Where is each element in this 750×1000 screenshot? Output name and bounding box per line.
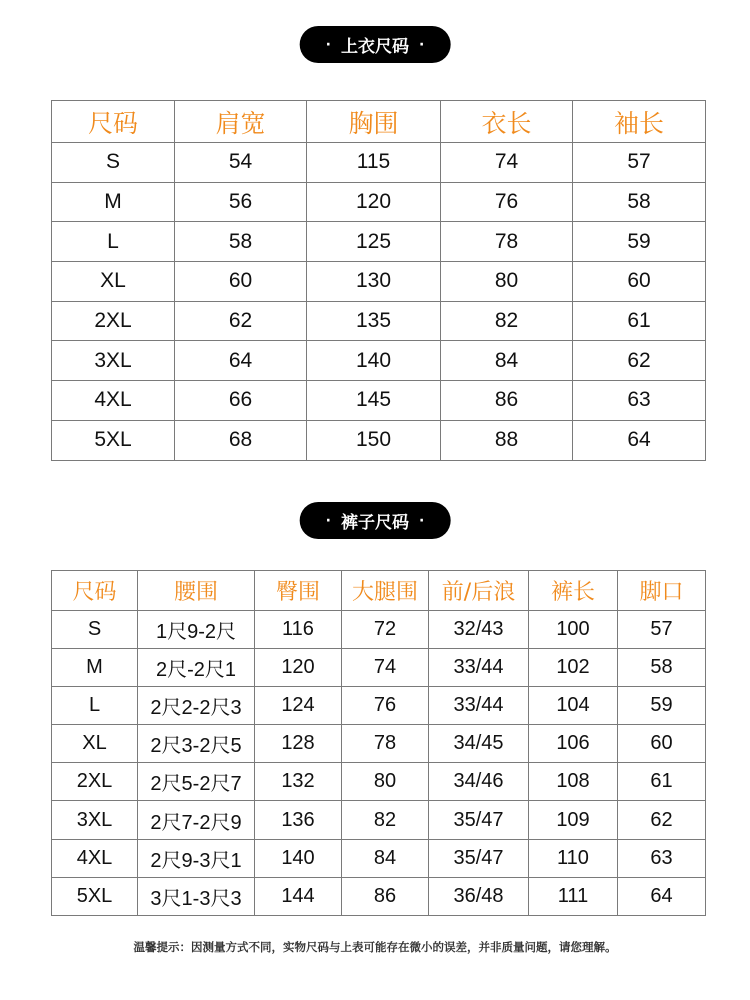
top-size-title-badge [300,26,451,63]
table-cell: 2XL [52,301,175,341]
table-cell: 66 [175,381,307,421]
table-cell: 140 [255,839,342,877]
table-cell: 32/43 [429,611,529,649]
table-row [52,143,706,183]
table-cell: 58 [573,182,706,222]
table-cell: 144 [255,877,342,915]
table-cell: 59 [573,222,706,262]
column-header: 衣长 [441,101,573,143]
table-cell: 145 [307,381,441,421]
column-header: 尺码 [52,571,138,611]
table-cell: 33/44 [429,649,529,687]
table-cell: 58 [175,222,307,262]
table-cell: 80 [441,262,573,302]
table-cell: 61 [618,763,706,801]
top-size-table [51,100,706,461]
table-cell: 58 [618,649,706,687]
pants-size-title-badge [300,502,451,539]
table-cell: 34/45 [429,725,529,763]
table-cell: 125 [307,222,441,262]
table-cell: 1尺9-2尺 [138,611,255,649]
table-cell: 72 [342,611,429,649]
table-cell: 60 [573,262,706,302]
column-header: 袖长 [573,101,706,143]
table-cell: 76 [441,182,573,222]
table-row [52,301,706,341]
table-cell: S [52,143,175,183]
table-cell: 76 [342,687,429,725]
table-cell: 108 [529,763,618,801]
table-cell: 64 [573,420,706,460]
table-cell: S [52,611,138,649]
table-cell: 104 [529,687,618,725]
table-row [52,222,706,262]
table-cell: L [52,687,138,725]
table-cell: 35/47 [429,839,529,877]
table-cell: 120 [255,649,342,687]
footer-note: 温馨提示：因测量方式不同，实物尺码与上表可能存在微小的误差，并非质量问题，请您理解。 [133,940,617,954]
table-cell: 54 [175,143,307,183]
table-cell: M [52,182,175,222]
table-row [52,839,706,877]
table-cell: 84 [342,839,429,877]
table-cell: 59 [618,687,706,725]
table-row [52,341,706,381]
table-cell: 84 [441,341,573,381]
table-cell: 68 [175,420,307,460]
table-cell: 120 [307,182,441,222]
table-cell: 57 [618,611,706,649]
table-cell: 80 [342,763,429,801]
column-header: 尺码 [52,101,175,143]
table-cell: 5XL [52,877,138,915]
table-cell: 82 [441,301,573,341]
table-cell: 61 [573,301,706,341]
table-cell: 135 [307,301,441,341]
bullet-dot: · [419,512,425,529]
column-header: 裤长 [529,571,618,611]
column-header: 大腿围 [342,571,429,611]
table-cell: 74 [342,649,429,687]
table-cell: 2XL [52,763,138,801]
table-cell: 62 [573,341,706,381]
bullet-dot: · [325,36,331,53]
top-size-title: 上衣尺码 [341,37,409,57]
pants-size-table [51,570,706,916]
table-cell: 150 [307,420,441,460]
table-cell: M [52,649,138,687]
table-cell: 60 [618,725,706,763]
table-cell: 78 [441,222,573,262]
column-header: 肩宽 [175,101,307,143]
table-cell: L [52,222,175,262]
table-cell: 100 [529,611,618,649]
table-cell: XL [52,725,138,763]
pants-size-title: 裤子尺码 [341,513,409,533]
table-row [52,381,706,421]
table-cell: XL [52,262,175,302]
table-cell: 2尺5-2尺7 [138,763,255,801]
table-cell: 2尺-2尺1 [138,649,255,687]
table-cell: 86 [441,381,573,421]
table-cell: 60 [175,262,307,302]
table-cell: 111 [529,877,618,915]
table-cell: 2尺9-3尺1 [138,839,255,877]
column-header: 胸围 [307,101,441,143]
table-cell: 136 [255,801,342,839]
table-cell: 2尺7-2尺9 [138,801,255,839]
table-cell: 110 [529,839,618,877]
table-cell: 109 [529,801,618,839]
table-cell: 3XL [52,801,138,839]
column-header: 脚口 [618,571,706,611]
table-cell: 3尺1-3尺3 [138,877,255,915]
table-row [52,763,706,801]
table-header-row [52,571,706,611]
table-row [52,725,706,763]
table-cell: 62 [175,301,307,341]
table-cell: 128 [255,725,342,763]
table-cell: 4XL [52,381,175,421]
column-header: 臀围 [255,571,342,611]
table-cell: 62 [618,801,706,839]
column-header: 腰围 [138,571,255,611]
bullet-dot: · [325,512,331,529]
table-cell: 63 [573,381,706,421]
table-cell: 88 [441,420,573,460]
table-row [52,182,706,222]
table-row [52,420,706,460]
table-cell: 130 [307,262,441,302]
table-cell: 3XL [52,341,175,381]
table-cell: 36/48 [429,877,529,915]
table-row [52,687,706,725]
table-header-row [52,101,706,143]
column-header: 前/后浪 [429,571,529,611]
table-cell: 115 [307,143,441,183]
table-row [52,611,706,649]
table-cell: 64 [175,341,307,381]
table-cell: 124 [255,687,342,725]
table-cell: 132 [255,763,342,801]
table-cell: 2尺2-2尺3 [138,687,255,725]
table-cell: 5XL [52,420,175,460]
table-cell: 34/46 [429,763,529,801]
table-cell: 57 [573,143,706,183]
table-cell: 102 [529,649,618,687]
table-cell: 116 [255,611,342,649]
table-row [52,877,706,915]
table-row [52,649,706,687]
table-cell: 4XL [52,839,138,877]
table-cell: 86 [342,877,429,915]
table-cell: 106 [529,725,618,763]
table-cell: 78 [342,725,429,763]
table-cell: 35/47 [429,801,529,839]
table-cell: 74 [441,143,573,183]
table-cell: 2尺3-2尺5 [138,725,255,763]
table-cell: 33/44 [429,687,529,725]
table-row [52,262,706,302]
bullet-dot: · [419,36,425,53]
table-cell: 82 [342,801,429,839]
table-cell: 56 [175,182,307,222]
table-cell: 64 [618,877,706,915]
table-cell: 63 [618,839,706,877]
table-cell: 140 [307,341,441,381]
table-row [52,801,706,839]
